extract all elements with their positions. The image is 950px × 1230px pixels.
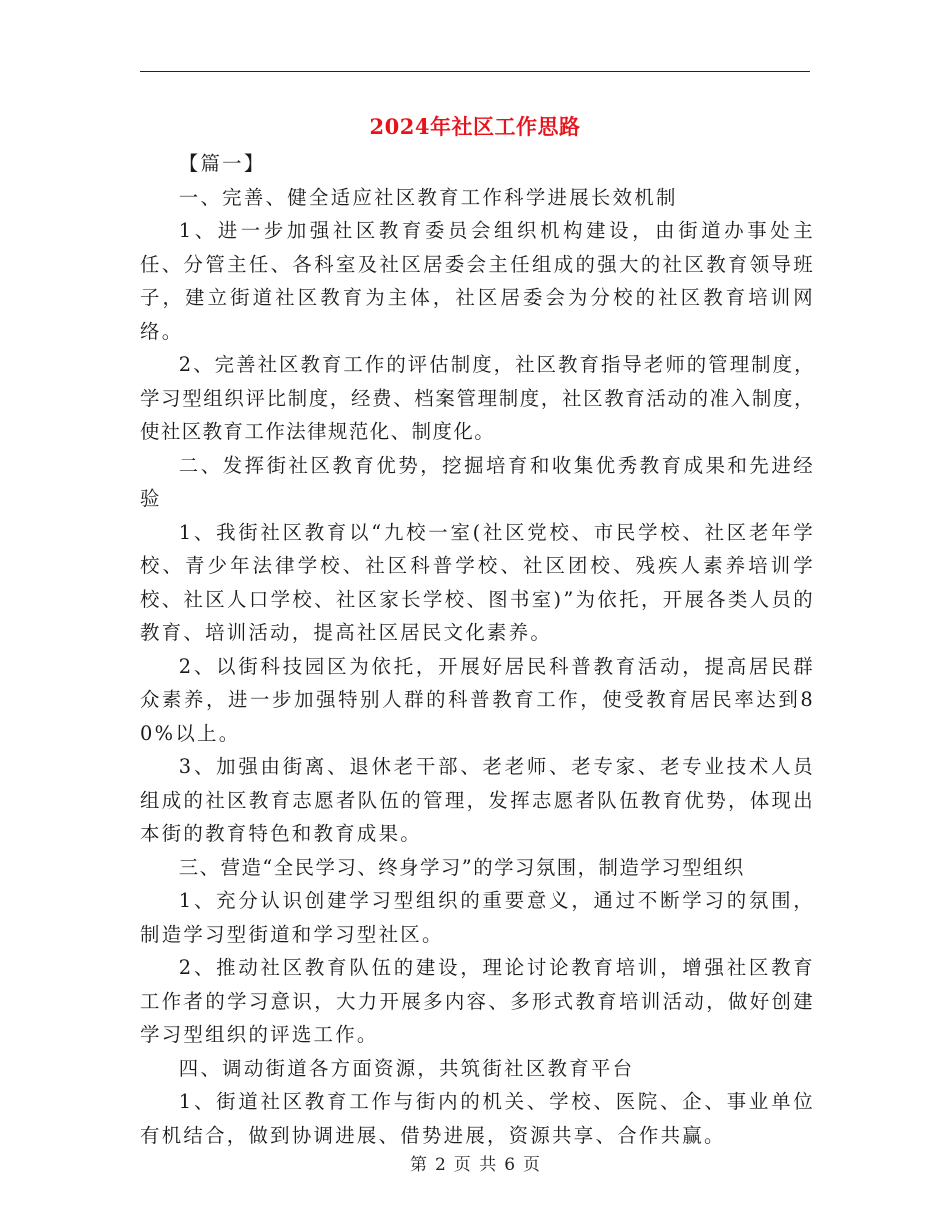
heading-1: 一、完善、健全适应社区教育工作科学进展长效机制 bbox=[178, 185, 678, 209]
paragraph: 1、进一步加强社区教育委员会组织机构建设，由街道办事处主任、分管主任、各科室及社区居委会主任组成的强大的社区教育领导班子，建立街道社区教育为主体，社区居委会为分校的社区教育培训网络。 bbox=[140, 219, 815, 343]
section-label: 【篇一】 bbox=[178, 152, 266, 175]
footer-prefix: 第 bbox=[409, 1155, 427, 1175]
heading-4: 四、调动街道各方面资源，共筑街社区教育平台 bbox=[178, 1056, 635, 1080]
footer-mid: 页 共 bbox=[453, 1155, 497, 1175]
total-pages-number: 6 bbox=[504, 1155, 516, 1175]
page-footer bbox=[0, 1153, 950, 1177]
heading-2: 二、发挥街社区教育优势，挖掘培育和收集优秀教育成果和先进经验 bbox=[140, 453, 815, 510]
footer-suffix: 页 bbox=[523, 1155, 541, 1175]
document-title: 2024年社区工作思路 bbox=[369, 114, 581, 139]
heading-3: 三、营造“全民学习、终身学习”的学习氛围，制造学习型组织 bbox=[178, 855, 745, 879]
paragraph: 1、充分认识创建学习型组织的重要意义，通过不断学习的氛围，制造学习型街道和学习型社区。 bbox=[140, 889, 815, 946]
paragraph: 1、我街社区教育以“九校一室(社区党校、市民学校、社区老年学校、青少年法律学校、社区科普学校、社区团校、残疾人素养培训学校、社区人口学校、社区家长学校、图书室)”为依托，开展各类人员的教育、培训活动，提高社区居民文化素养。 bbox=[140, 520, 815, 644]
paragraph: 2、推动社区教育队伍的建设，理论讨论教育培训，增强社区教育工作者的学习意识，大力开展多内容、多形式教育培训活动，做好创建学习型组织的评选工作。 bbox=[140, 956, 815, 1046]
document-body bbox=[140, 147, 815, 1152]
paragraph: 1、街道社区教育工作与街内的机关、学校、医院、企、事业单位有机结合，做到协调进展、借势进展，资源共享、合作共赢。 bbox=[140, 1090, 815, 1147]
paragraph: 2、以街科技园区为依托，开展好居民科普教育活动，提高居民群众素养，进一步加强特别人群的科普教育工作，使受教育居民率达到80%以上。 bbox=[140, 654, 815, 745]
paragraph: 2、完善社区教育工作的评估制度，社区教育指导老师的管理制度，学习型组织评比制度，经费、档案管理制度，社区教育活动的准入制度，使社区教育工作法律规范化、制度化。 bbox=[140, 353, 815, 443]
header-rule bbox=[140, 71, 810, 72]
current-page-number: 2 bbox=[434, 1155, 446, 1175]
paragraph: 3、加强由街离、退休老干部、老老师、老专家、老专业技术人员组成的社区教育志愿者队伍的管理，发挥志愿者队伍教育优势，体现出本街的教育特色和教育成果。 bbox=[140, 755, 815, 845]
